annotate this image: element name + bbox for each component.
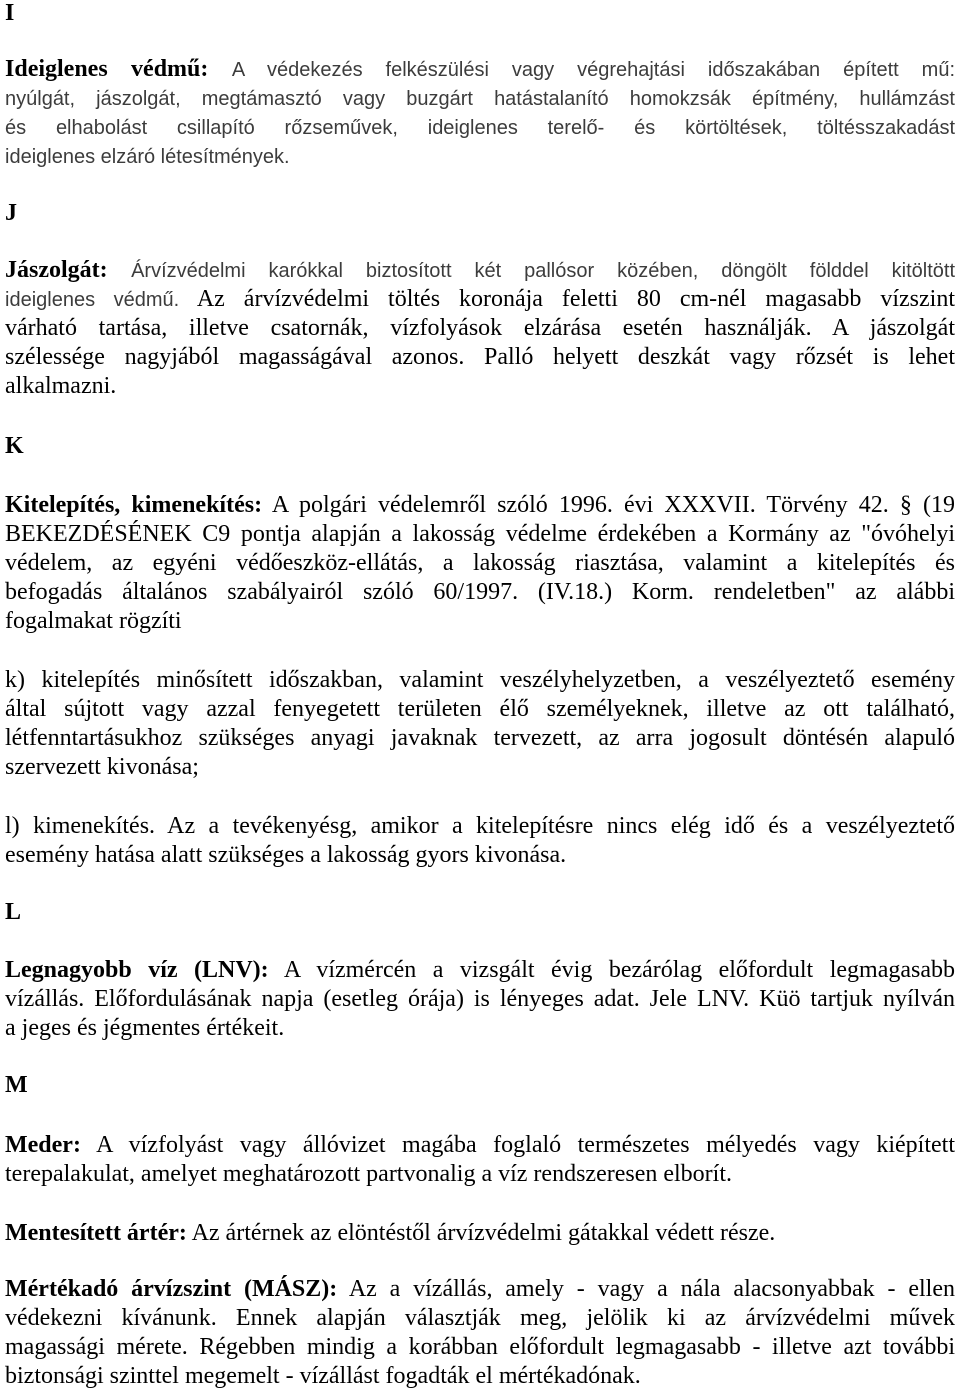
text-segment: A védekezés felkészülési vagy végrehajtási időszakában épített mű:: [231, 59, 956, 81]
text-segment: Az a vízállás, amely - vagy a nála alacsonyabbak - ellen: [348, 1276, 955, 1302]
text-line: biztonsági szinttel megemelt - vízállást fogadták el mértékadónak.: [5, 1363, 641, 1389]
text-segment: ideiglenes védmű.: [5, 289, 180, 311]
text-line: BEKEZDÉSÉNEK C9 pontja alapján a lakosság védelme érdekében a Kormány az "óvóhelyi: [5, 521, 955, 547]
text-segment: ideiglenes elzáró létesítmények.: [5, 146, 290, 168]
entry-term: Ideiglenes védmű:: [5, 56, 209, 82]
text-segment: Az árvízvédelmi töltés koronája feletti 80 cm-nél magasabb vízszint: [196, 286, 956, 312]
text-line: [5, 55, 955, 84]
text-line: magassági mérete. Régebben mindig a korábban előfordult legmagasabb - illetve azt további: [5, 1334, 955, 1360]
text-line: l) kimenekítés. Az a tevékenyésg, amikor a kitelepítésre nincs elég idő és a veszélyeztető: [5, 813, 955, 839]
text-segment: Árvízvédelmi karókkal biztosított két pallósor közében, döngölt földdel kitöltött: [131, 260, 956, 282]
section-heading-m: M: [5, 1072, 28, 1098]
text-line: várható tartása, illetve csatornák, vízfolyások elzárása esetén használják. A jászolgát: [5, 315, 955, 341]
text-line: [5, 1275, 955, 1304]
text-line: [5, 84, 955, 113]
text-line: k) kitelepítés minősített időszakban, valamint veszélyhelyzetben, a veszélyeztető esemény: [5, 667, 955, 693]
definition-item-l: [5, 812, 955, 870]
definition-item-k: [5, 666, 955, 782]
text-line: terepalakulat, amelyet meghatározott partvonalig a víz rendszeresen elborít.: [5, 1161, 733, 1187]
text-line: vízállás. Előfordulásának napja (esetleg órája) is lényeges adat. Jele LNV. Küö tartjuk nyílván: [5, 986, 955, 1012]
text-line: alkalmazni.: [5, 373, 117, 399]
entry-ideiglenes-vedmu: [5, 55, 955, 171]
text-line: [5, 256, 955, 285]
text-line: a jeges és jégmentes értékeit.: [5, 1015, 285, 1041]
text-line: [5, 1219, 955, 1248]
text-line: [5, 142, 955, 171]
text-line: [5, 956, 955, 985]
entry-term: Mértékadó árvízszint (MÁSZ):: [5, 1276, 338, 1302]
entry-term: Jászolgát:: [5, 257, 108, 283]
text-line: védekezni kívánunk. Ennek alapján választják meg, jelölik ki az árvízvédelmi művek: [5, 1305, 955, 1331]
text-line: [5, 1131, 955, 1160]
text-line: fogalmakat rögzíti: [5, 608, 182, 634]
text-line: védelem, az egyéni védőeszköz-ellátás, a lakosság riasztása, valamint a kitelepítés és: [5, 550, 955, 576]
text-segment: Az ártérnek az elöntéstől árvízvédelmi gátakkal védett része.: [191, 1220, 776, 1246]
section-heading-j: J: [5, 200, 17, 226]
entry-term: Mentesített ártér:: [5, 1220, 187, 1246]
entry-meder: [5, 1131, 955, 1189]
text-segment: A vízmércén a vizsgált évig bezárólag előfordult legmagasabb: [283, 957, 956, 983]
entry-jaszolgat: [5, 256, 955, 401]
entry-term: Legnagyobb víz (LNV):: [5, 957, 269, 983]
text-segment: nyúlgát, jászolgát, megtámasztó vagy buzgárt hatástalanító homokzsák építmény, hullámzást: [5, 88, 955, 110]
text-line: [5, 113, 955, 142]
entry-kitelepites-kimenekites: [5, 491, 955, 636]
entry-mentesitett-arter: [5, 1219, 955, 1248]
text-line: [5, 491, 955, 520]
text-line: esemény hatása alatt szükséges a lakosság gyors kivonása.: [5, 842, 567, 868]
text-line: által sújtott vagy azzal fenyegetett területen élő személyeknek, illetve az ott található,: [5, 696, 955, 722]
entry-term: Meder:: [5, 1132, 81, 1158]
entry-legnagyobb-viz: [5, 956, 955, 1043]
entry-term: Kitelepítés, kimenekítés:: [5, 492, 263, 518]
text-line: létfenntartásukhoz szükséges anyagi javaknak tervezett, az arra jogosult döntésén alapuló: [5, 725, 955, 751]
text-line: befogadás általános szabályairól szóló 60/1997. (IV.18.) Korm. rendeletben" az alábbi: [5, 579, 955, 605]
text-line: [5, 285, 955, 314]
entry-mertekado-arvizszint: [5, 1275, 955, 1391]
text-line: szervezett kivonása;: [5, 754, 199, 780]
text-segment: A vízfolyást vagy állóvizet magába foglaló természetes mélyedés vagy kiépített: [96, 1132, 955, 1158]
section-heading-l: L: [5, 899, 22, 925]
text-segment: és elhabolást csillapító rőzseművek, ideiglenes terelő- és körtöltések, töltésszakadást: [5, 117, 955, 139]
text-line: szélessége nagyjából magasságával azonos. Palló helyett deszkát vagy rőzsét is lehet: [5, 344, 955, 370]
text-segment: A polgári védelemről szóló 1996. évi XXXVII. Törvény 42. § (19: [271, 492, 955, 518]
section-heading-k: K: [5, 433, 24, 459]
section-heading-i: I: [5, 0, 15, 26]
